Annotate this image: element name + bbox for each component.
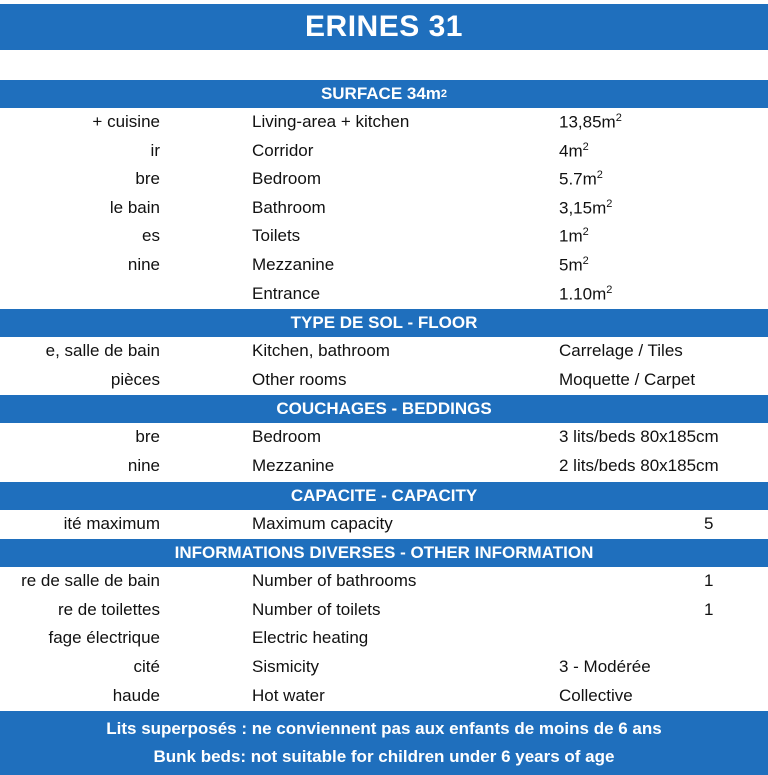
cell-french: le bain <box>109 197 160 217</box>
cell-english: Bathroom <box>252 197 326 217</box>
cell-value-text: 13,85m <box>559 112 616 132</box>
cell-value <box>559 255 589 276</box>
table-row <box>0 653 768 682</box>
table-row <box>0 423 768 452</box>
section-label: SURFACE 34m <box>320 84 441 103</box>
cell-english: Bedroom <box>252 169 321 189</box>
cell-value-text: 2 lits/beds 80x185cm <box>559 455 719 475</box>
cell-value <box>559 112 622 133</box>
cell-value-sup: 2 <box>606 283 613 296</box>
cell-value <box>559 427 719 447</box>
cell-value-text: 1 <box>704 571 714 591</box>
cell-french: pièces <box>110 369 160 389</box>
footer-line-fr: Lits superposés : ne conviennent pas aux enfants de moins de 6 ans <box>106 719 662 739</box>
table-row <box>0 366 768 395</box>
cell-value-text: Carrelage / Tiles <box>559 341 683 361</box>
cell-value <box>559 141 589 162</box>
cell-english: Mezzanine <box>252 254 335 274</box>
cell-english: Number of bathrooms <box>252 571 417 591</box>
cell-french: fage électrique <box>48 628 160 648</box>
cell-value-sup: 2 <box>582 254 589 267</box>
page-title: ERINES 31 <box>0 4 768 50</box>
cell-french: cité <box>133 656 160 676</box>
cell-value <box>704 514 713 534</box>
cell-value <box>559 169 603 190</box>
cell-french: re de salle de bain <box>21 571 160 591</box>
table-row <box>0 624 768 653</box>
section-header-floor: TYPE DE SOL - FLOOR <box>0 308 768 337</box>
cell-value-text: 1m <box>559 227 583 247</box>
section-label-sup: 2 <box>440 88 448 100</box>
cell-value <box>704 571 713 591</box>
cell-value-text: 3 - Modérée <box>559 656 651 676</box>
cell-french: nine <box>127 254 160 274</box>
table-row <box>0 567 768 596</box>
cell-value <box>559 686 633 706</box>
cell-french: ité maximum <box>63 513 160 533</box>
cell-english: Hot water <box>252 685 325 705</box>
cell-value-sup: 2 <box>582 140 589 153</box>
cell-english: Living-area + kitchen <box>252 112 410 131</box>
cell-french: re de toilettes <box>57 599 160 619</box>
cell-english: Toilets <box>252 226 301 246</box>
beddings-rows <box>0 423 768 480</box>
cell-value <box>559 284 612 305</box>
cell-english: Mezzanine <box>252 455 335 475</box>
cell-french: nine <box>127 455 160 475</box>
cell-value <box>559 226 589 247</box>
info-table <box>0 79 768 775</box>
table-row <box>0 596 768 625</box>
cell-value-text: 5m <box>559 255 583 275</box>
table-row <box>0 452 768 481</box>
cell-value <box>559 341 683 361</box>
section-header-beddings: COUCHAGES - BEDDINGS <box>0 394 768 423</box>
cell-english: Sismicity <box>252 656 320 676</box>
cell-value-sup: 2 <box>582 226 589 239</box>
section-header-capacity: CAPACITE - CAPACITY <box>0 481 768 510</box>
section-header-info: INFORMATIONS DIVERSES - OTHER INFORMATION <box>0 538 768 567</box>
cell-value-text: Collective <box>559 685 633 705</box>
cell-french: ir <box>150 140 160 160</box>
table-row <box>0 510 768 539</box>
cell-value-text: 3,15m <box>559 198 607 218</box>
table-row <box>0 137 768 166</box>
cell-english: Maximum capacity <box>252 513 393 533</box>
cell-value-sup: 2 <box>615 112 622 124</box>
cell-value <box>559 657 651 677</box>
cell-value-text: 5 <box>704 513 714 533</box>
table-row <box>0 280 768 309</box>
table-row <box>0 194 768 223</box>
cell-english: Corridor <box>252 140 314 160</box>
cell-french: + cuisine <box>92 112 160 131</box>
cell-english: Number of toilets <box>252 599 381 619</box>
table-row <box>0 337 768 366</box>
cell-value-text: 5.7m <box>559 169 597 189</box>
section-header-surface <box>0 79 768 108</box>
cell-value <box>559 456 719 476</box>
cell-english: Kitchen, bathroom <box>252 341 390 361</box>
cell-value <box>704 600 713 620</box>
surface-rows <box>0 108 768 308</box>
cell-french: e, salle de bain <box>45 341 160 361</box>
cell-value-text: 4m <box>559 141 583 161</box>
cell-value-text: 1 <box>704 599 714 619</box>
capacity-rows <box>0 510 768 539</box>
cell-english: Other rooms <box>252 369 347 389</box>
cell-french: bre <box>135 169 160 189</box>
footer-notice <box>0 710 768 775</box>
cell-value-sup: 2 <box>606 197 613 210</box>
cell-french: bre <box>135 427 160 447</box>
table-row <box>0 165 768 194</box>
cell-value-text: 1.10m <box>559 284 607 304</box>
cell-value-text: 3 lits/beds 80x185cm <box>559 427 719 447</box>
table-row <box>0 251 768 280</box>
cell-french: haude <box>112 685 160 705</box>
cell-english: Electric heating <box>252 628 369 648</box>
cell-value-text: Moquette / Carpet <box>559 369 696 389</box>
cell-english: Entrance <box>252 283 321 303</box>
info-rows <box>0 567 768 710</box>
footer-line-en: Bunk beds: not suitable for children under 6 years of age <box>153 747 615 767</box>
cell-value <box>559 370 695 390</box>
floor-rows <box>0 337 768 394</box>
table-row <box>0 682 768 711</box>
cell-french: es <box>142 226 160 246</box>
cell-value <box>559 198 612 219</box>
table-row <box>0 108 768 137</box>
table-row <box>0 222 768 251</box>
cell-english: Bedroom <box>252 427 321 447</box>
cell-value-sup: 2 <box>596 169 603 182</box>
